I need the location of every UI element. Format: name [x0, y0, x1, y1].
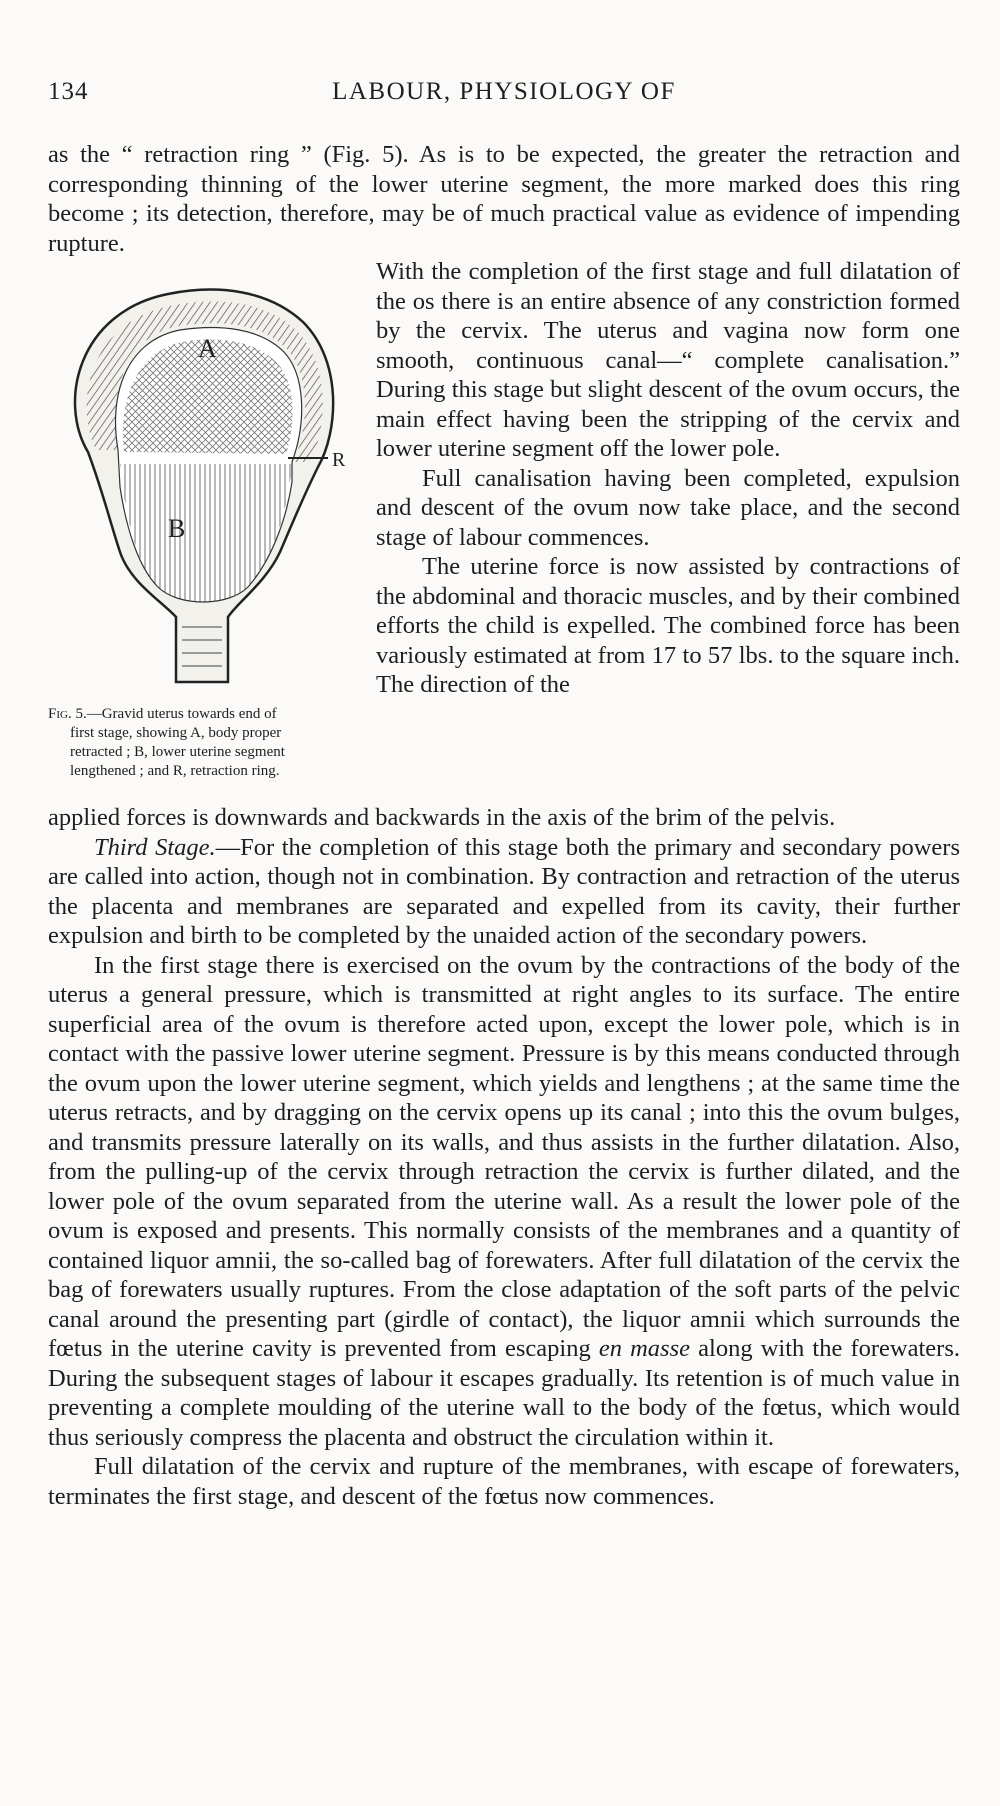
- label-b: B: [168, 514, 186, 543]
- paragraph-third-stage: [48, 833, 960, 951]
- figure-caption: [48, 705, 378, 781]
- page-number: 134: [48, 78, 89, 105]
- paragraph-text: In the first stage there is exercised on the ovum by the contractions of the body of the uterus a general pressure, which is transmitted at right angles to its surface. The entire superficial area of the ovum is therefore acted upon, except the lower pole, which is in contact with the passive lower uterine segment. Pressure is by this means conducted through the ovum upon the lower uterine segment, which yields and lengthens ; at the same time the uterus retracts, and by dragging on the cervix opens up its canal ; into this the ovum bulges, and transmits pressure laterally on its walls, and thus assists in the further dilatation. Also, from the pulling-up of the cervix through retraction the cervix is further dilated, and the lower pole of the ovum separated from the uterine wall. As a result the lower pole of the ovum is exposed and presents. This normally consists of the membranes and a quantity of contained liquor amnii, the so-called bag of forewaters. After full dilatation of the cervix the bag of forewaters usually ruptures. From the close adaptation of the soft parts of the pelvic canal around the presenting part (girdle of contact), the liquor amnii which surrounds the fœtus in the uterine cavity is prevented from escaping: [48, 951, 960, 1362]
- caption-line: first stage, showing A, body proper: [70, 725, 282, 741]
- italic-phrase: en masse: [598, 1335, 690, 1362]
- paragraph-first-stage-pressure: [48, 951, 960, 1453]
- caption-line: lengthened ; and R, retraction ring.: [70, 763, 280, 779]
- third-stage-heading: Third Stage.: [94, 833, 216, 861]
- paragraph-text: along with the forewaters. During the subsequent stages of labour it escapes gradually. Its retention is of much value in preventing a complete moulding of the uterine wall to the body of the fœtus, which would thus seriously compress the placenta and obstruct the circulation within it.: [48, 1335, 960, 1451]
- figure-label: Fig. 5.: [48, 706, 87, 722]
- caption-line: —Gravid uterus towards end of: [86, 706, 277, 722]
- paragraph-second-stage: Full canalisation having been completed, expulsion and descent of the ovum now take place, and the second stage of labour commences.: [376, 464, 960, 551]
- book-page: [40, 0, 960, 1806]
- uterus-illustration: [48, 282, 366, 702]
- wrapped-text-column: [376, 257, 960, 700]
- page-header: [48, 78, 960, 114]
- main-text-continued: [48, 803, 960, 1511]
- paragraph-text: as the “ retraction ring ” (Fig. 5). As is to be expected, the greater the retraction and corresponding thinning of the lower uterine segment, the more marked does this ring become ; its detection, therefore, may be of much practical value as evidence of impending rupture.: [48, 141, 960, 257]
- paragraph-retraction-ring: [48, 140, 960, 258]
- paragraph-text: —For the completion of this stage both the primary and secondary powers are called into action, though not in combination. By contraction and retraction of the uterus the placenta and membranes are separated and expelled from its cavity, their further expulsion and birth to be completed by the unaided action of the secondary powers.: [48, 833, 960, 949]
- label-a: A: [198, 334, 217, 363]
- caption-line: retracted ; B, lower uterine segment: [70, 744, 285, 760]
- label-r: R: [332, 449, 346, 471]
- paragraph-applied-forces: applied forces is downwards and backwards in the axis of the brim of the pelvis.: [48, 804, 836, 831]
- paragraph-full-dilatation: Full dilatation of the cervix and rupture of the membranes, with escape of forewaters, terminates the first stage, and descent of the fœtus now commences.: [48, 1453, 960, 1510]
- paragraph-uterine-force: The uterine force is now assisted by contractions of the abdominal and thoracic muscles, and by their combined efforts the child is expelled. The combined force has been variously estimated at from 17 to 57 lbs. to the square inch. The direction of the: [376, 553, 960, 698]
- figure-gravid-uterus: [48, 282, 366, 779]
- paragraph-canalisation: With the completion of the first stage and full dilatation of the os there is an entire absence of any constriction formed by the cervix. The uterus and vagina now form one smooth, continuous canal—“ complete canalisation.” During this stage but slight descent of the ovum occurs, the main effect having been the stripping of the cervix and lower uterine segment off the lower pole.: [376, 258, 960, 462]
- running-head: LABOUR, PHYSIOLOGY OF: [332, 78, 676, 105]
